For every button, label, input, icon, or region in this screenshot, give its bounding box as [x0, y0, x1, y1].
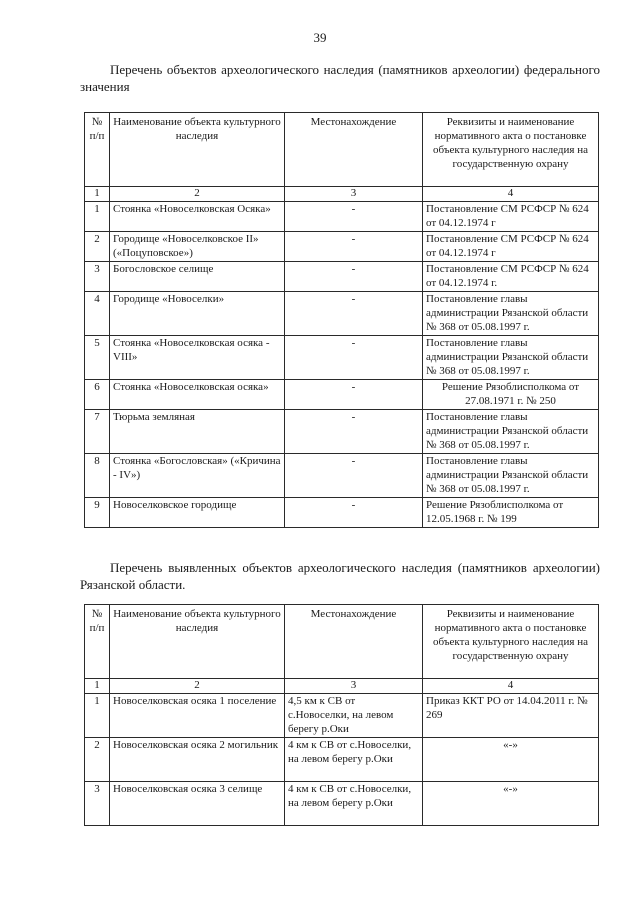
row-location: -: [285, 410, 423, 454]
row-num: 1: [85, 202, 110, 232]
header-name: Наименование объекта культурного наследия: [110, 113, 285, 187]
row-name: Городище «Новоселки»: [110, 292, 285, 336]
row-location: 4,5 км к СВ от с.Новоселки, на левом берегу р.Оки: [285, 694, 423, 738]
column-number: 3: [285, 187, 423, 202]
header-requisites: Реквизиты и наименование нормативного акта о постановке объекта культурного наследия на государственную охрану: [423, 113, 599, 187]
row-name: Тюрьма земляная: [110, 410, 285, 454]
row-location: -: [285, 380, 423, 410]
row-name: Стоянка «Новоселковская осяка - VIII»: [110, 336, 285, 380]
row-requisites: «-»: [423, 738, 599, 782]
row-location: -: [285, 498, 423, 528]
row-name: Стоянка «Новоселковская осяка»: [110, 380, 285, 410]
row-location: -: [285, 454, 423, 498]
row-location: -: [285, 232, 423, 262]
column-number: 2: [110, 679, 285, 694]
identified-heritage-table: [84, 604, 599, 826]
table-row: [85, 202, 599, 232]
row-requisites: Постановление главы администрации Рязанской области № 368 от 05.08.1997 г.: [423, 454, 599, 498]
table-row: [85, 292, 599, 336]
section-1-title: Перечень объектов археологического наследия (памятников археологии) федерального значения: [80, 62, 600, 94]
table-row: [85, 410, 599, 454]
column-number: 1: [85, 187, 110, 202]
row-requisites: Решение Рязоблисполкома от 12.05.1968 г. № 199: [423, 498, 599, 528]
row-requisites: «-»: [423, 782, 599, 826]
federal-heritage-table: [84, 112, 599, 528]
row-name: Новоселковская осяка 3 селище: [110, 782, 285, 826]
row-name: Новоселковское городище: [110, 498, 285, 528]
row-name: Стоянка «Новоселковская Осяка»: [110, 202, 285, 232]
table-row: [85, 694, 599, 738]
table-row: [85, 232, 599, 262]
row-requisites: Постановление СМ РСФСР № 624 от 04.12.1974 г: [423, 232, 599, 262]
row-location: 4 км к СВ от с.Новоселки, на левом берегу р.Оки: [285, 738, 423, 782]
row-num: 2: [85, 738, 110, 782]
page-number: 39: [313, 30, 327, 45]
header-num: № п/п: [85, 113, 110, 187]
header-name: Наименование объекта культурного наследия: [110, 605, 285, 679]
row-location: -: [285, 336, 423, 380]
row-name: Новоселковская осяка 1 поселение: [110, 694, 285, 738]
column-number-row: [85, 187, 599, 202]
table-row: [85, 262, 599, 292]
row-location: 4 км к СВ от с.Новоселки, на левом берегу р.Оки: [285, 782, 423, 826]
row-location: -: [285, 292, 423, 336]
row-num: 1: [85, 694, 110, 738]
row-requisites: Постановление СМ РСФСР № 624 от 04.12.1974 г.: [423, 262, 599, 292]
row-name: Стоянка «Богословская» («Кричина - IV»): [110, 454, 285, 498]
row-num: 8: [85, 454, 110, 498]
row-num: 5: [85, 336, 110, 380]
row-num: 2: [85, 232, 110, 262]
row-name: Городище «Новоселковское II» («Поцуповское»): [110, 232, 285, 262]
column-number: 4: [423, 679, 599, 694]
table-row: [85, 454, 599, 498]
header-num: № п/п: [85, 605, 110, 679]
column-number-row: [85, 679, 599, 694]
column-number: 1: [85, 679, 110, 694]
row-location: -: [285, 202, 423, 232]
table-row: [85, 498, 599, 528]
row-num: 4: [85, 292, 110, 336]
table-header-row: [85, 605, 599, 679]
header-requisites: Реквизиты и наименование нормативного акта о постановке объекта культурного наследия на государственную охрану: [423, 605, 599, 679]
row-num: 3: [85, 782, 110, 826]
header-location: Местонахождение: [285, 113, 423, 187]
table-row: [85, 782, 599, 826]
row-name: Новоселковская осяка 2 могильник: [110, 738, 285, 782]
row-requisites: Приказ ККТ РО от 14.04.2011 г. № 269: [423, 694, 599, 738]
column-number: 4: [423, 187, 599, 202]
row-requisites: Постановление главы администрации Рязанской области № 368 от 05.08.1997 г.: [423, 410, 599, 454]
row-num: 6: [85, 380, 110, 410]
column-number: 2: [110, 187, 285, 202]
row-num: 9: [85, 498, 110, 528]
table-header-row: [85, 113, 599, 187]
table-row: [85, 336, 599, 380]
row-requisites: Постановление СМ РСФСР № 624 от 04.12.1974 г: [423, 202, 599, 232]
row-num: 7: [85, 410, 110, 454]
column-number: 3: [285, 679, 423, 694]
section-2-title: Перечень выявленных объектов археологического наследия (памятников археологии) Рязанской области.: [80, 560, 600, 592]
row-name: Богословское селище: [110, 262, 285, 292]
header-location: Местонахождение: [285, 605, 423, 679]
table-row: [85, 738, 599, 782]
row-num: 3: [85, 262, 110, 292]
row-requisites: Постановление главы администрации Рязанской области № 368 от 05.08.1997 г.: [423, 336, 599, 380]
row-requisites: Решение Рязоблисполкома от 27.08.1971 г. № 250: [423, 380, 599, 410]
table-row: [85, 380, 599, 410]
row-location: -: [285, 262, 423, 292]
row-requisites: Постановление главы администрации Рязанской области № 368 от 05.08.1997 г.: [423, 292, 599, 336]
